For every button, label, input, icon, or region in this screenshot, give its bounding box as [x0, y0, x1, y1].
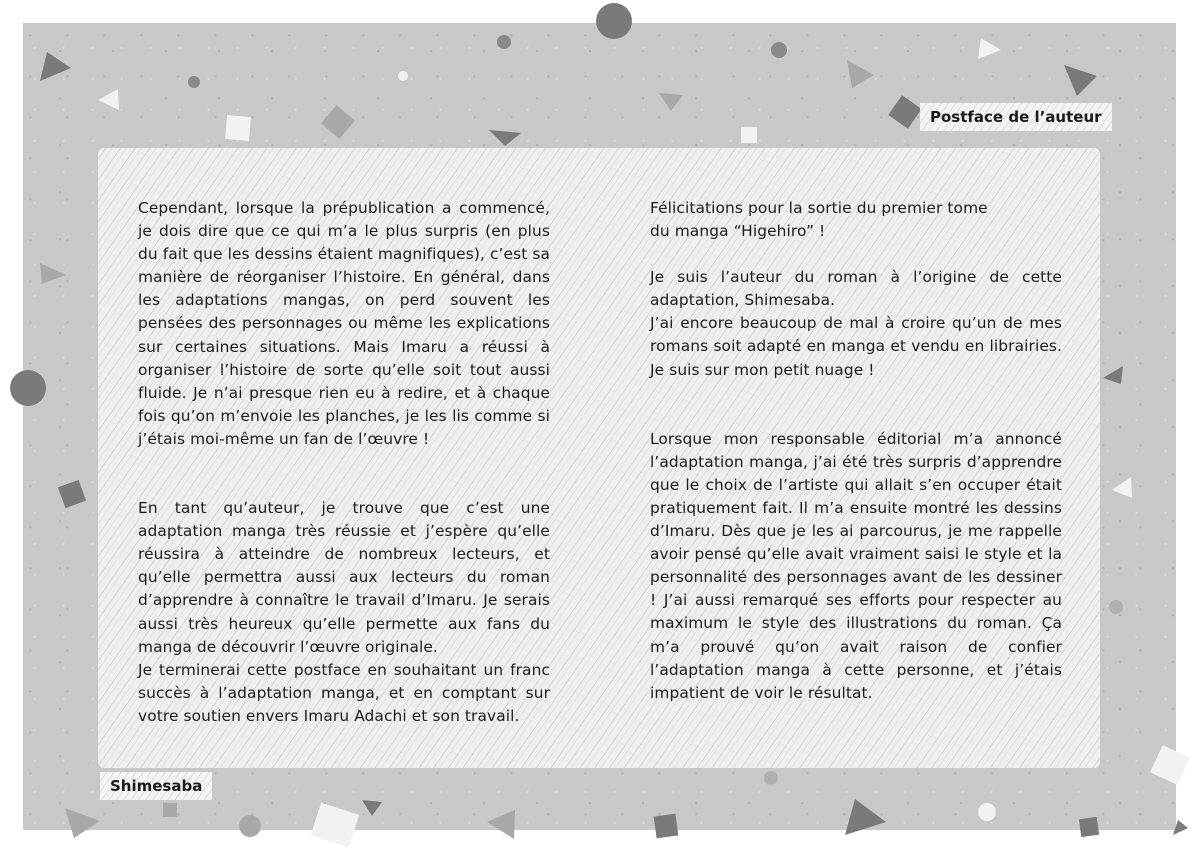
right-column	[650, 197, 1062, 705]
section-label: Postface de l’auteur	[920, 103, 1112, 131]
triangle-shape	[1112, 477, 1132, 498]
circle-shape	[978, 803, 996, 821]
square-shape	[58, 480, 86, 508]
triangle-shape	[65, 808, 100, 838]
square-shape	[163, 803, 177, 817]
square-shape	[321, 105, 355, 139]
triangle-shape	[489, 130, 521, 146]
circle-shape	[771, 42, 787, 58]
triangle-shape	[40, 52, 71, 81]
triangle-shape	[847, 60, 874, 88]
triangle-shape	[362, 800, 382, 816]
triangle-shape	[40, 263, 66, 284]
circle-shape	[10, 370, 46, 406]
square-shape	[741, 127, 757, 143]
square-shape	[311, 803, 360, 848]
greeting-line: du manga “Higehiro” !	[650, 222, 826, 241]
paragraph: Je terminerai cette postface en souhaitant un franc succès à l’adaptation manga, et en comptant sur votre soutien envers Imaru Adachi et son travail.	[138, 660, 550, 725]
triangle-shape	[1064, 65, 1097, 96]
circle-shape	[596, 3, 632, 39]
square-shape	[1150, 745, 1190, 785]
circle-shape	[1109, 600, 1123, 614]
triangle-shape	[487, 810, 515, 839]
triangle-shape	[1173, 820, 1188, 835]
triangle-shape	[845, 799, 886, 835]
paragraph: Lorsque mon responsable éditorial m’a annoncé l’adaptation manga, j’ai été très surpris d’apprendre que le choix de l’artiste qui allait s’en occuper était pratiquement fait. Il m’a ensuite montré les dessins d’Imaru. Dès que je les ai parcourus, je me rappelle avoir pensé qu’elle avait vraiment saisi le style et la personnalité des personnages avant de les dessiner ! J’ai aussi remarqué ses efforts pour respecter au maximum le style des illustrations du roman. Ça m’a prouvé qu’on avait raison de confier l’adaptation manga à cette personne, et j’étais impatient de voir le résultat.	[650, 429, 1062, 702]
circle-shape	[239, 815, 261, 837]
square-shape	[1079, 817, 1099, 837]
left-column	[138, 197, 550, 728]
greeting-line: Félicitations pour la sortie du premier tome	[650, 199, 988, 217]
paragraph: Je suis l’auteur du roman à l’origine de cette adaptation, Shimesaba.	[650, 268, 1062, 310]
square-shape	[225, 115, 251, 141]
paragraph: J’ai encore beaucoup de mal à croire qu’un de mes romans soit adapté en manga et vendu en librairies. Je suis sur mon petit nuage !	[650, 314, 1062, 379]
circle-shape	[497, 35, 511, 49]
author-label: Shimesaba	[100, 772, 212, 800]
triangle-shape	[98, 89, 119, 110]
circle-shape	[764, 771, 778, 785]
triangle-shape	[1103, 366, 1123, 384]
paragraph: Cependant, lorsque la prépublication a commencé, je dois dire que ce qui m’a le plus surpris (en plus du fait que les dessins étaient magnifiques), c’est sa manière de réorganiser l’histoire. En général, dans les adaptations mangas, on perd souvent les pensées des personnages ou même les explications sur certaines situations. Mais Imaru a réussi à organiser l’histoire de sorte qu’elle soit tout aussi fluide. Je n’ai presque rien eu à redire, et à chaque fois qu’on m’envoie les planches, je les lis comme si j’étais moi-même un fan de l’œuvre !	[138, 199, 550, 448]
triangle-shape	[659, 93, 683, 111]
paragraph: En tant qu’auteur, je trouve que c’est une adaptation manga très réussie et j’espère qu’elle réussira à atteindre de nombreux lecteurs, et qu’elle permettra aussi aux lecteurs du roman d’apprendre à connaître le travail d’Imaru. Je serais aussi très heureux qu’elle permette aux fans du manga de découvrir l’œuvre originale.	[138, 499, 550, 656]
circle-shape	[398, 71, 408, 81]
square-shape	[888, 95, 921, 128]
triangle-shape	[978, 38, 1001, 59]
circle-shape	[188, 76, 200, 88]
